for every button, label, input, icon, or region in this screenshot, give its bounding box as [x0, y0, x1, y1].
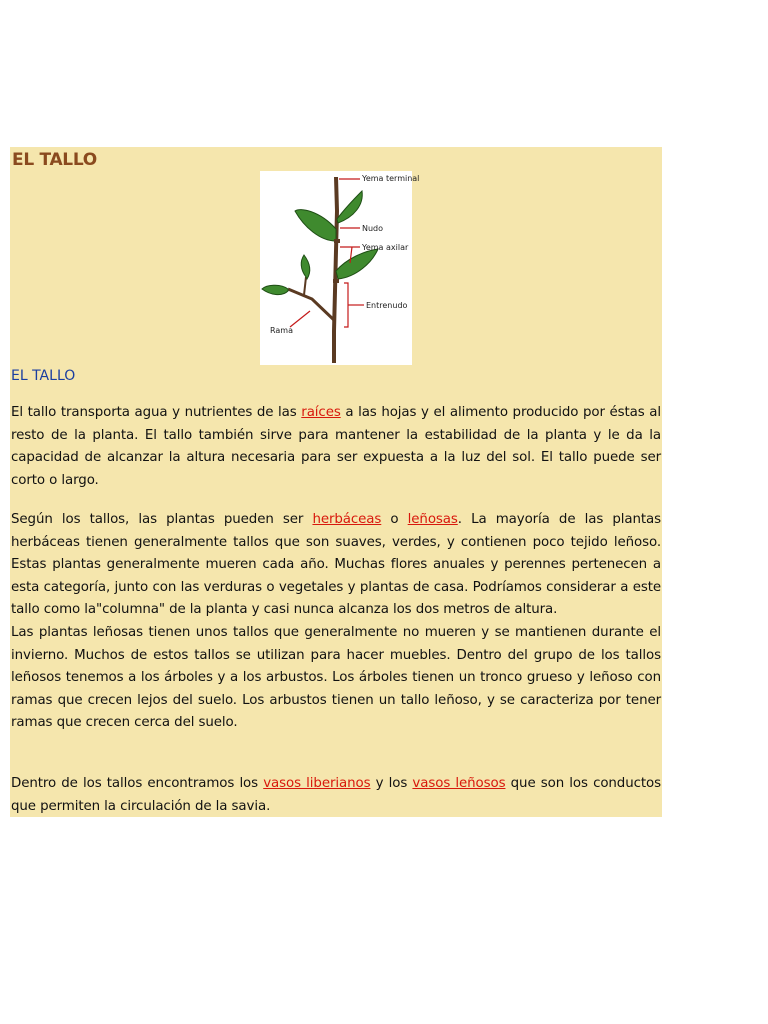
p2-text-1: Según los tallos, las plantas pueden ser	[11, 512, 313, 527]
link-raices[interactable]: raíces	[301, 405, 341, 420]
p1-text-2: a las hojas y el alimento producido por éstas al resto de la planta. El tallo también sirve para mantener la estabilidad de la planta y le da la capacidad de alcanzar la altura necesaria para ser expuesta a la luz del sol. El tallo puede ser corto o largo.	[11, 405, 661, 488]
p3-text-1: Dentro de los tallos encontramos los	[11, 776, 264, 791]
stem-diagram	[260, 171, 420, 365]
content-panel	[10, 147, 662, 817]
link-vasos-liberianos[interactable]: vasos liberianos	[263, 776, 371, 791]
link-lenosas[interactable]: leñosas	[407, 512, 458, 527]
label-entrenudo: Entrenudo	[366, 301, 408, 310]
label-yema-terminal: Yema terminal	[362, 174, 420, 183]
p2-text-4: Las plantas leñosas tienen unos tallos que generalmente no mueren y se mantienen durante el invierno. Muchos de estos tallos se utilizan para hacer muebles. Dentro del grupo de los tallos leñosos tenemos a los árboles y a los arbustos. Los árboles tienen un tronco grueso y leñoso con ramas que crecen lejos del suelo. Los arbustos tienen un tallo leñoso, y se caracteriza por tener ramas que crecen cerca del suelo.	[11, 624, 661, 731]
p3-text-2: y los	[370, 776, 413, 791]
paragraph-1	[11, 402, 661, 492]
link-herbaceas[interactable]: herbáceas	[312, 512, 382, 527]
p2-text-3: . La mayoría de las plantas herbáceas tienen generalmente tallos que son suaves, verdes, y contienen poco tejido leñoso. Estas plantas generalmente mueren cada año. Muchas flores anuales y perennes pertenecen a esta categoría, junto con las verduras o vegetales y plantas de casa. Podríamos considerar a este tallo como la"columna" de la planta y casi nunca alcanza los dos metros de altura.	[11, 512, 662, 618]
p3-text-3: que son los conductos que permiten la circulación de la savia.	[11, 776, 661, 814]
stem-diagram-svg	[260, 171, 420, 365]
paragraph-2	[11, 509, 661, 735]
link-vasos-lenosos[interactable]: vasos leñosos	[412, 776, 506, 791]
p1-text-1: El tallo transporta agua y nutrientes de las	[11, 405, 302, 420]
label-nudo: Nudo	[362, 224, 384, 233]
page-title: EL TALLO	[12, 150, 97, 170]
section-title: EL TALLO	[11, 368, 76, 384]
label-yema-axilar: Yema axilar	[362, 243, 409, 252]
label-rama: Rama	[270, 326, 293, 335]
paragraph-3	[11, 773, 661, 818]
p2-text-2: o	[381, 512, 408, 527]
